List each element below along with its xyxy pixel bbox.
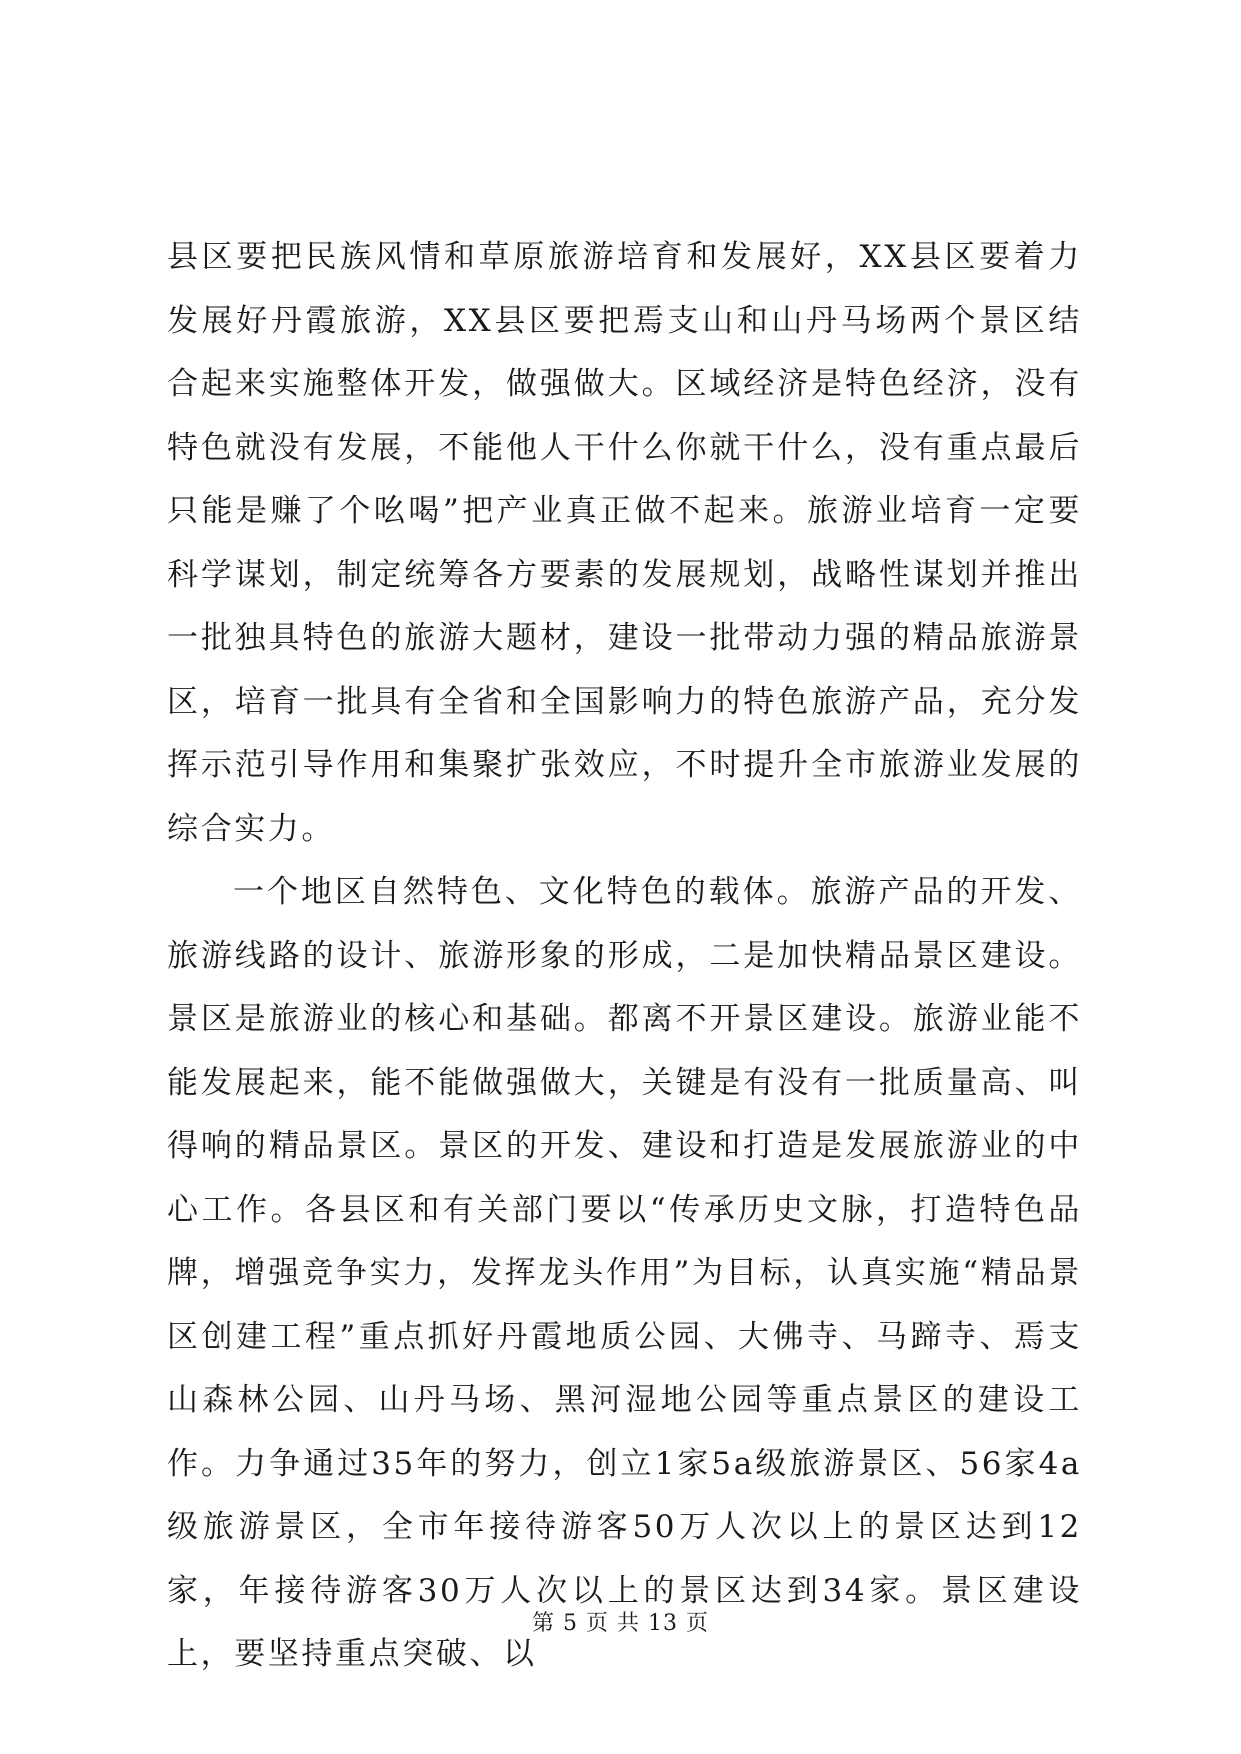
paragraph-2: 一个地区自然特色、文化特色的载体。旅游产品的开发、旅游线路的设计、旅游形象的形成，二是加快精品景区建设。景区是旅游业的核心和基础。都离不开景区建设。旅游业能不能发展起来，能不能做强做大，关键是有没有一批质量高、叫得响的精品景区。景区的开发、建设和打造是发展旅游业的中心工作。各县区和有关部门要以“传承历史文脉，打造特色品牌，增强竞争实力，发挥龙头作用”为目标，认真实施“精品景区创建工程”重点抓好丹霞地质公园、大佛寺、马蹄寺、焉支山森林公园、山丹马场、黑河湿地公园等重点景区的建设工作。力争通过35年的努力，创立1家5a级旅游景区、56家4a级旅游景区，全市年接待游客50万人次以上的景区达到12家，年接待游客30万人次以上的景区达到34家。景区建设上，要坚持重点突破、以 xyxy=(167,874,1082,1672)
document-body xyxy=(167,226,1082,1687)
page-number-footer: 第 5 页 共 13 页 xyxy=(532,1611,709,1636)
paragraph-1: 县区要把民族风情和草原旅游培育和发展好，XX县区要着力发展好丹霞旅游，XX县区要把焉支山和山丹马场两个景区结合起来实施整体开发，做强做大。区域经济是特色经济，没有特色就没有发展，不能他人干什么你就干什么，没有重点最后只能是赚了个吆喝”把产业真正做不起来。旅游业培育一定要科学谋划，制定统筹各方要素的发展规划，战略性谋划并推出一批独具特色的旅游大题材，建设一批带动力强的精品旅游景区，培育一批具有全省和全国影响力的特色旅游产品，充分发挥示范引导作用和集聚扩张效应，不时提升全市旅游业发展的综合实力。 xyxy=(167,239,1082,847)
